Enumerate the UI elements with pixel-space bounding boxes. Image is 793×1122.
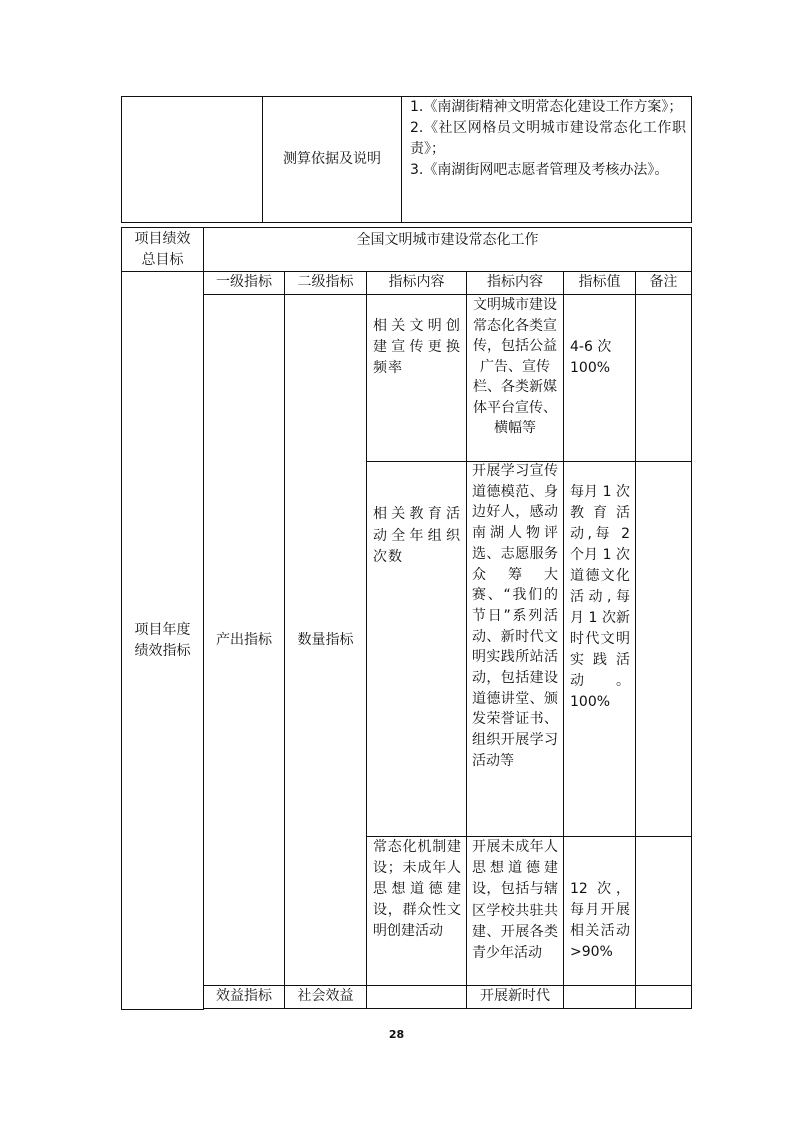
row2-value: 每月 1 次教育活动,每 2 个月 1 次道德文化活动,每月 1 次新时代文明实践活动。100% (570, 484, 630, 710)
row3-name: 常态化机制建设；未成年人思想道德建设，群众性文明创建活动 (373, 839, 461, 939)
basis-item-1: 1.《南湖街精神文明常态化建设工作方案》； (410, 99, 683, 115)
header-value: 指标值 (578, 274, 621, 290)
quantity-indicator-cell (285, 295, 366, 985)
main-table-border-right (691, 227, 692, 1009)
page-number: 28 (388, 1028, 405, 1041)
goal-value: 全国文明城市建设常态化工作 (356, 232, 539, 248)
row2-name: 相关教育活动全年组织次数 (373, 506, 461, 565)
top-table-border-left (121, 96, 122, 223)
basis-label-cell (263, 97, 401, 222)
main-table-border-top (121, 227, 692, 228)
header-level2: 二级指标 (297, 274, 354, 290)
row3-value: 12 次，每月开展相关活动 >90% (570, 881, 630, 960)
quantity-indicator-label: 数量指标 (297, 631, 354, 648)
header-content-2: 指标内容 (487, 274, 543, 290)
benefit-content: 开展新时代 (480, 988, 550, 1004)
basis-list (410, 97, 686, 222)
row1-content: 文明城市建设常态化各类宣传，包括公益广告、宣传栏、各类新媒体平台宣传、横幅等 (473, 297, 557, 436)
content-col-divider (563, 271, 564, 1009)
header-note: 备注 (649, 274, 678, 290)
benefit-indicator-label: 效益指标 (216, 988, 272, 1004)
level2-col-divider (366, 271, 367, 1009)
row1-name: 相关文明创建宣传更换频率 (373, 318, 461, 376)
top-table-border-bottom (121, 222, 692, 223)
output-indicator-cell (204, 295, 284, 985)
header-content-1: 指标内容 (388, 274, 445, 290)
annual-indicators-label-cell (122, 272, 203, 1009)
header-level1: 一级指标 (216, 274, 272, 290)
annual-indicators-label: 项目年度绩效指标 (134, 621, 191, 659)
output-indicator-label: 产出指标 (216, 631, 272, 648)
goal-label: 项目绩效总目标 (134, 230, 191, 268)
row2-content: 开展学习宣传道德模范、身边好人，感动南湖人物评选、志愿服务众筹大赛、“我们的节日”系列活动、新时代文明实践所站活动，包括建设道德讲堂、颁发荣誉证书、组织开展学习活动等 (472, 463, 558, 769)
row3-content: 开展未成年人思想道德建设，包括与辖区学校共驻共建、开展各类青少年活动 (472, 839, 558, 962)
top-table-divider-2 (401, 96, 402, 223)
basis-item-2: 2.《社区网格员文明城市建设常态化工作职责》； (410, 120, 686, 157)
row1-value: 4-6 次 100% (570, 339, 612, 376)
benefit-row-bottom (203, 1008, 692, 1009)
main-table-border-bottom-left (121, 1009, 204, 1010)
goal-label-cell (122, 228, 203, 271)
name-col-divider (466, 271, 467, 1009)
social-benefit-label: 社会效益 (297, 988, 354, 1004)
top-table-border-right (691, 96, 692, 223)
value-col-divider (635, 271, 636, 1009)
basis-item-3: 3.《南湖街网吧志愿者管理及考核办法》。 (410, 162, 669, 178)
basis-label: 测算依据及说明 (283, 151, 381, 167)
